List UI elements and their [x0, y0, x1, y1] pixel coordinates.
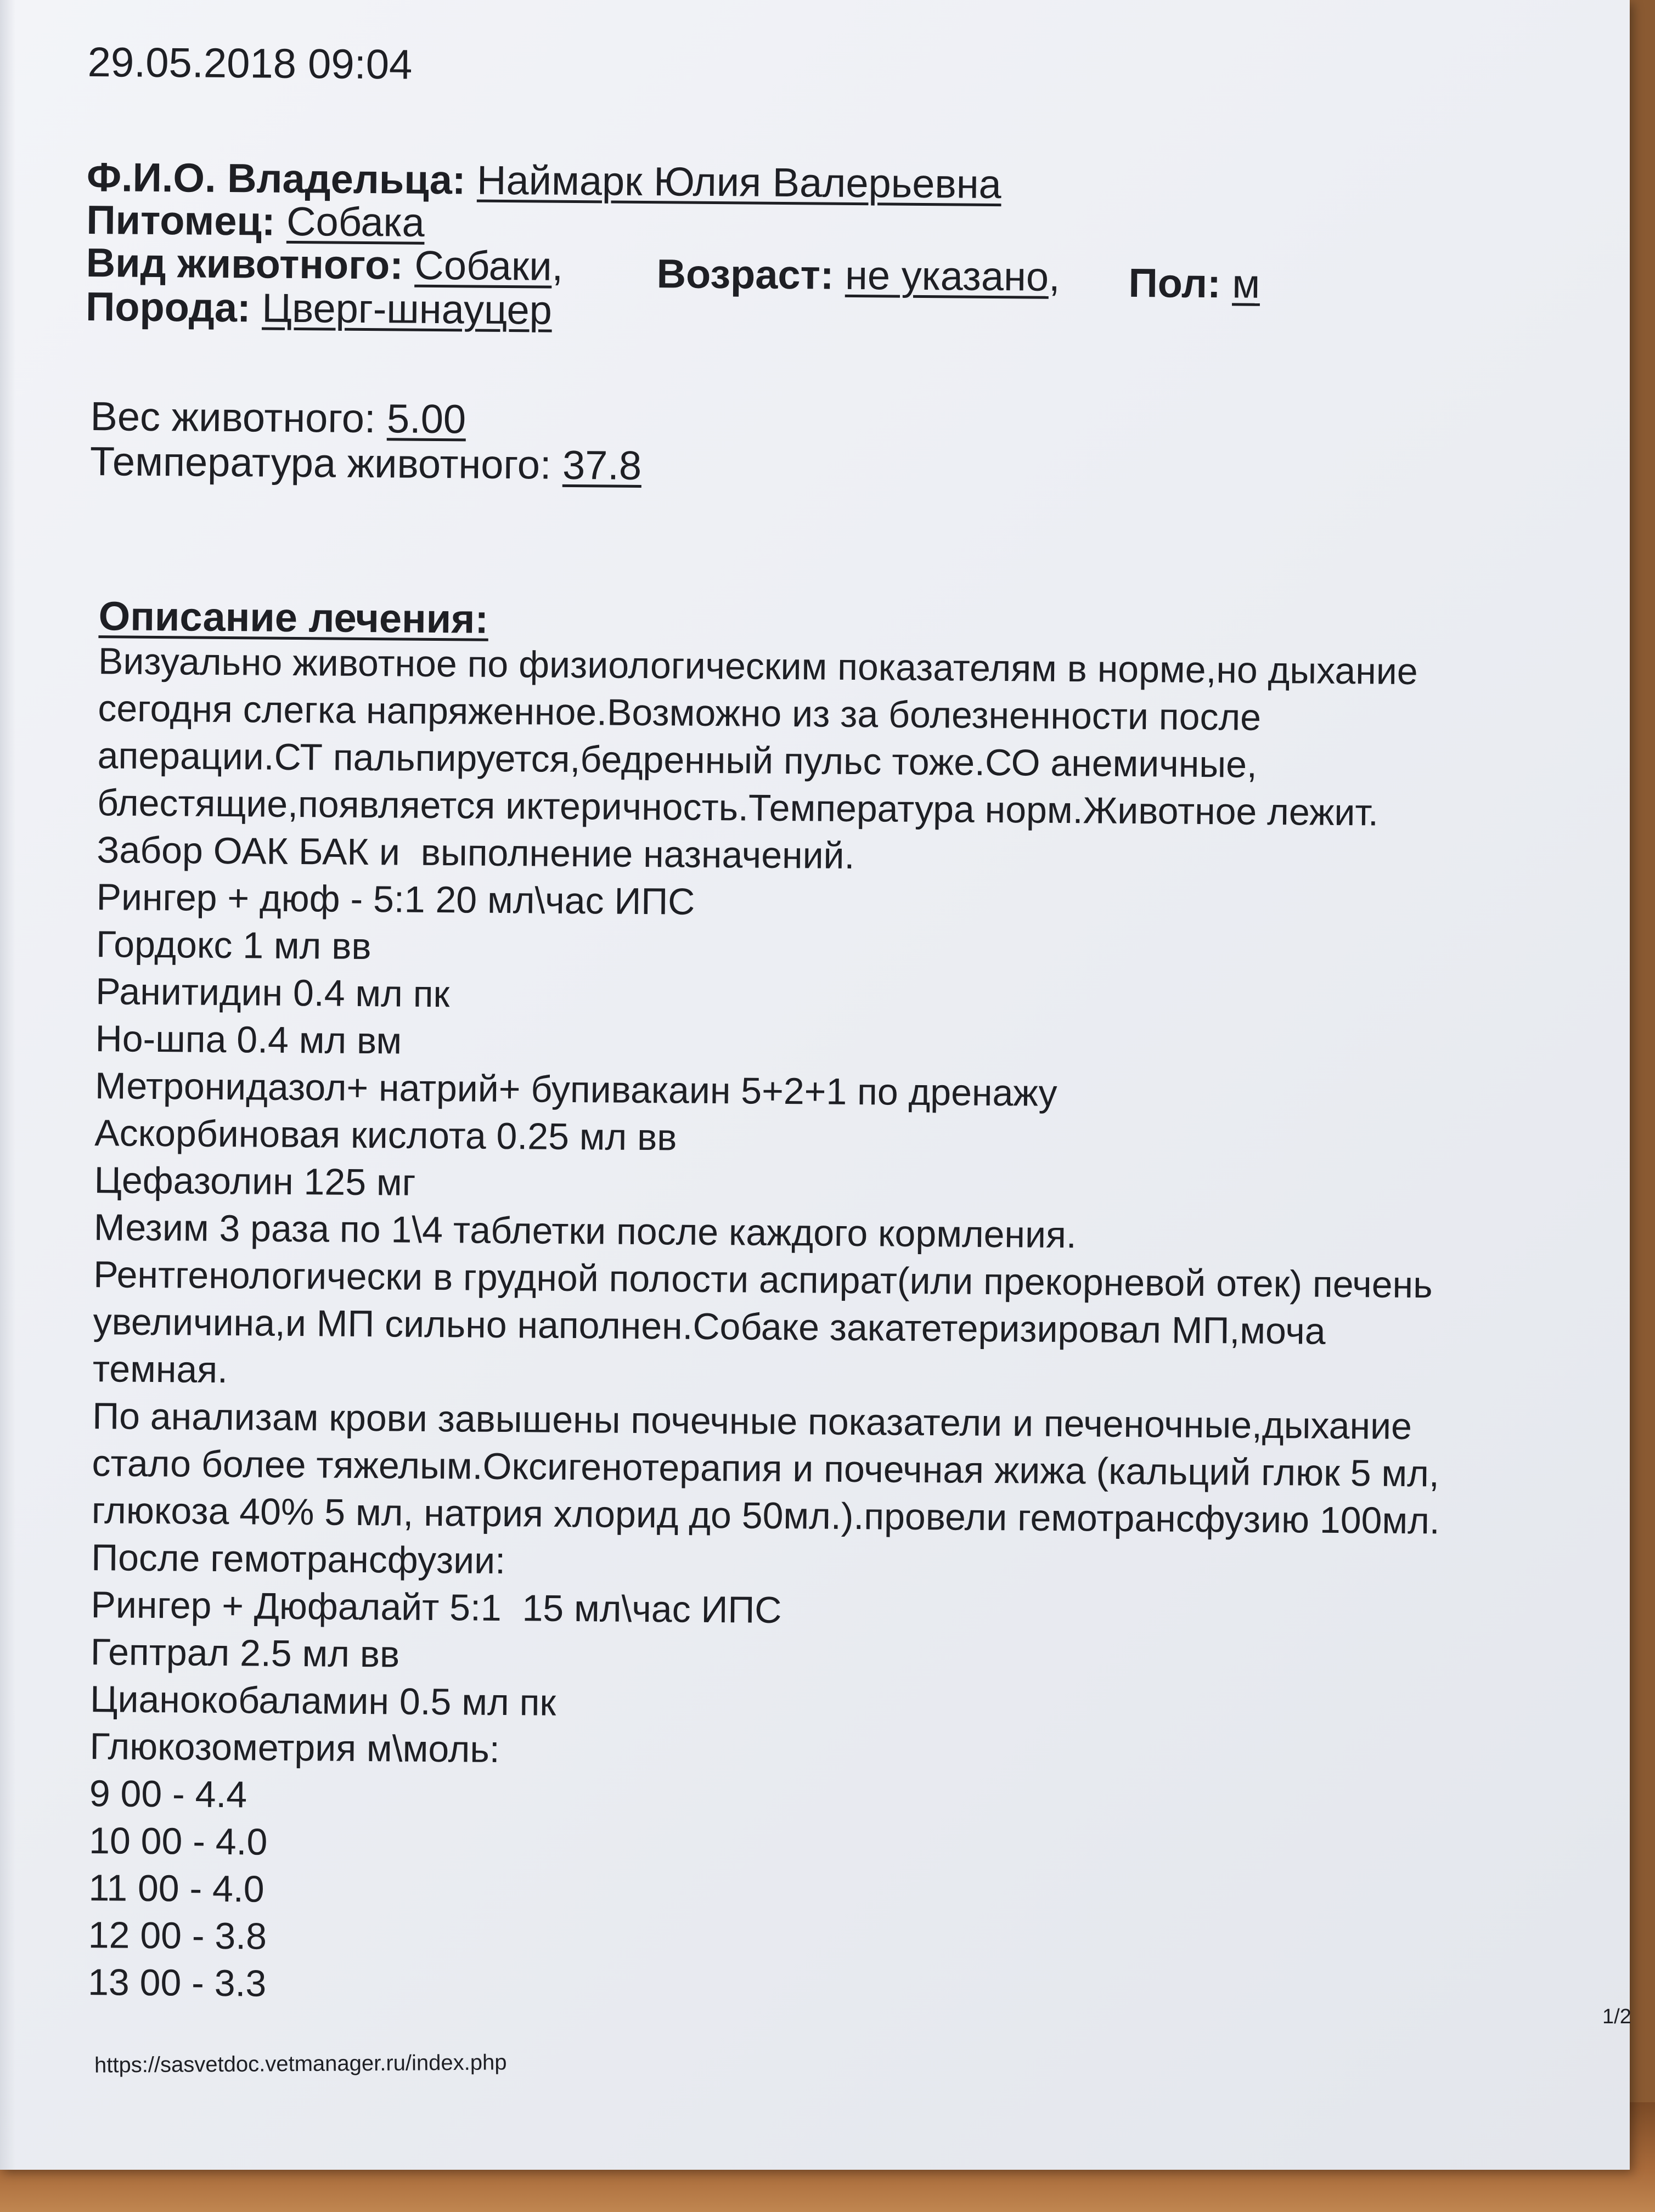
breed-row [86, 283, 552, 334]
treatment-heading: Описание лечения: [98, 593, 489, 642]
owner-value: Наймарк Юлия Валерьевна [476, 157, 1002, 207]
weight-row [90, 393, 466, 442]
species-row [86, 239, 563, 290]
document-content [85, 38, 1613, 2005]
age-trail: , [1048, 253, 1060, 300]
temperature-row [90, 438, 642, 489]
species-trail: , [551, 243, 564, 289]
sex-label: Пол: [1128, 259, 1221, 307]
visit-datetime: 29.05.2018 09:04 [87, 38, 413, 88]
page-edge-shadow [0, 0, 15, 2170]
temperature-value: 37.8 [562, 442, 642, 488]
owner-label: Ф.И.О. Владельца: [86, 154, 466, 203]
breed-value: Цверг-шнауцер [261, 285, 553, 333]
species-label: Вид животного: [86, 239, 404, 288]
sex-value: м [1231, 261, 1260, 307]
temperature-label: Температура животного: [89, 438, 551, 488]
treatment-description: Визуально животное по физиологическим показателям в норме,но дыхание сегодня слегка напряженное.Возможно из за болезненности после аперации.СТ пальпируется,бедренный пульс тоже.СО анемичные, блестящие,появляется иктеричность.Температура норм.Животное лежит. Забор ОАК БАК и выполнение назначений. Рингер + дюф - 5:1 20 мл\час ИПС Гордокс 1 мл вв Ранитидин 0.4 мл пк Но-шпа 0.4 мл вм Метронидазол+ натрий+ бупивакаин 5+2+1 по дренажу Аскорбиновая кислота 0.25 мл вв Цефазолин 125 мг Мезим 3 раза по 1\4 таблетки после каждого кормления. Рентгенологически в грудной полости аспират(или прекорневой отек) печень увеличина,и МП сильно наполнен.Собаке закатетеризировал МП,моча темная. По анализам крови завышены почечные показатели и печеночные,дыхание стало более тяжелым.Оксигенотерапия и почечная жижа (кальций глюк 5 мл, глюкоза 40% 5 мл, натрия хлорид до 50мл.).провели гемотрансфузию 100мл. После гемотрансфузии: Рингер + Дюфалайт 5:1 15 мл\час ИПС Гептрал 2.5 мл вв Цианокобаламин 0.5 мл пк Глюкозометрия м\моль: 9 00 - 4.4 10 00 - 4.0 11 00 - 4.0 12 00 - 3.8 13 00 - 3.3 [87, 640, 1440, 2005]
weight-label: Вес животного: [90, 393, 376, 442]
weight-value: 5.00 [386, 396, 466, 442]
footer-url: https://sasvetdoc.vetmanager.ru/index.php [94, 2050, 507, 2078]
breed-label: Порода: [85, 283, 251, 331]
pet-label: Питомец: [86, 196, 275, 244]
age-value: не указано [845, 252, 1049, 300]
species-value: Собаки [414, 242, 552, 289]
pet-value: Собака [286, 198, 425, 245]
sex-field [1128, 259, 1260, 307]
pet-row [86, 196, 425, 246]
age-label: Возраст: [656, 251, 834, 298]
page-number: 1/2 [1602, 2005, 1631, 2028]
age-field [656, 250, 1060, 300]
